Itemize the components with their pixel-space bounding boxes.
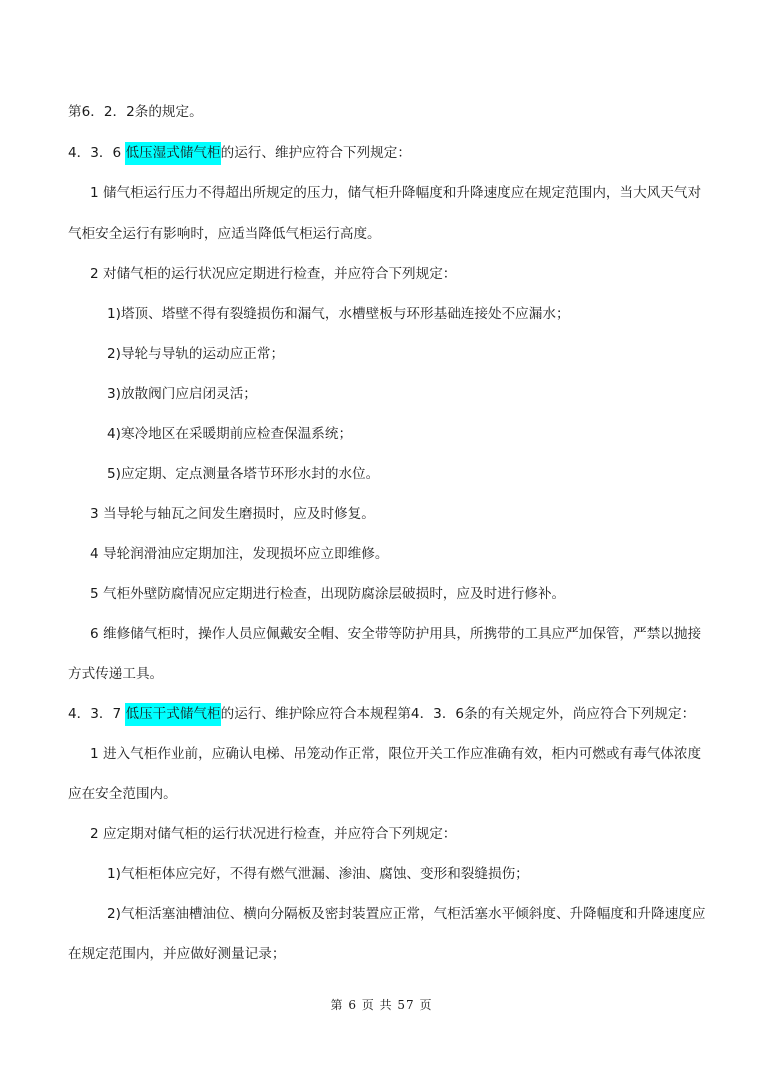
section-number: 4．3．7: [68, 706, 126, 722]
text-line: 2 对储气柜的运行状况应定期进行检查，并应符合下列规定：: [90, 266, 457, 282]
text-line: 方式传递工具。: [68, 666, 164, 682]
section-heading-text: 的运行、维护应符合下列规定：: [220, 145, 411, 161]
text-line: 气柜安全运行有影响时，应适当降低气柜运行高度。: [68, 226, 381, 242]
list-item: 2)导轮与导轨的运动应正常；: [107, 346, 285, 362]
text-line: 在规定范围内，并应做好测量记录；: [68, 946, 286, 962]
list-item: 1)塔顶、塔壁不得有裂缝损伤和漏气，水槽壁板与环形基础连接处不应漏水；: [107, 306, 570, 322]
section-number: 4．3．6: [68, 145, 126, 161]
list-item: 5)应定期、定点测量各塔节环形水封的水位。: [107, 466, 380, 482]
highlighted-term: 低压干式储气柜: [125, 703, 220, 726]
section-heading-4-3-6: [68, 143, 411, 163]
list-item: 1)气柜柜体应完好，不得有燃气泄漏、渗油、腐蚀、变形和裂缝损伤；: [107, 866, 529, 882]
text-line: 2 应定期对储气柜的运行状况进行检查，并应符合下列规定：: [90, 826, 457, 842]
highlighted-term: 低压湿式储气柜: [125, 142, 220, 165]
text-line: 5 气柜外壁防腐情况应定期进行检查，出现防腐涂层破损时，应及时进行修补。: [90, 586, 566, 602]
text-line: 1 储气柜运行压力不得超出所规定的压力，储气柜升降幅度和升降速度应在规定范围内，当大风天气对: [90, 185, 702, 201]
page-number-footer: 第 6 页 共 57 页: [330, 998, 433, 1012]
text-line: 4 导轮润滑油应定期加注，发现损坏应立即维修。: [90, 546, 389, 562]
text-line: 1 进入气柜作业前，应确认电梯、吊笼动作正常，限位开关工作应准确有效，柜内可燃或有毒气体浓度: [90, 746, 702, 762]
text-line: 第6．2．2条的规定。: [68, 104, 203, 120]
list-item: 2)气柜活塞油槽油位、横向分隔板及密封装置应正常，气柜活塞水平倾斜度、升降幅度和升降速度应: [107, 906, 706, 922]
text-line: 应在安全范围内。: [68, 786, 177, 802]
list-item: 4)寒冷地区在采暖期前应检查保温系统；: [107, 426, 353, 442]
list-item: 3)放散阀门应启闭灵活；: [107, 386, 257, 402]
text-line: 3 当导轮与轴瓦之间发生磨损时，应及时修复。: [90, 506, 375, 522]
section-heading-text: 的运行、维护除应符合本规程第4．3．6条的有关规定外，尚应符合下列规定：: [220, 706, 696, 722]
text-line: 6 维修储气柜时，操作人员应佩戴安全帽、安全带等防护用具，所携带的工具应严加保管，严禁以抛接: [90, 626, 702, 642]
section-heading-4-3-7: [68, 704, 695, 724]
